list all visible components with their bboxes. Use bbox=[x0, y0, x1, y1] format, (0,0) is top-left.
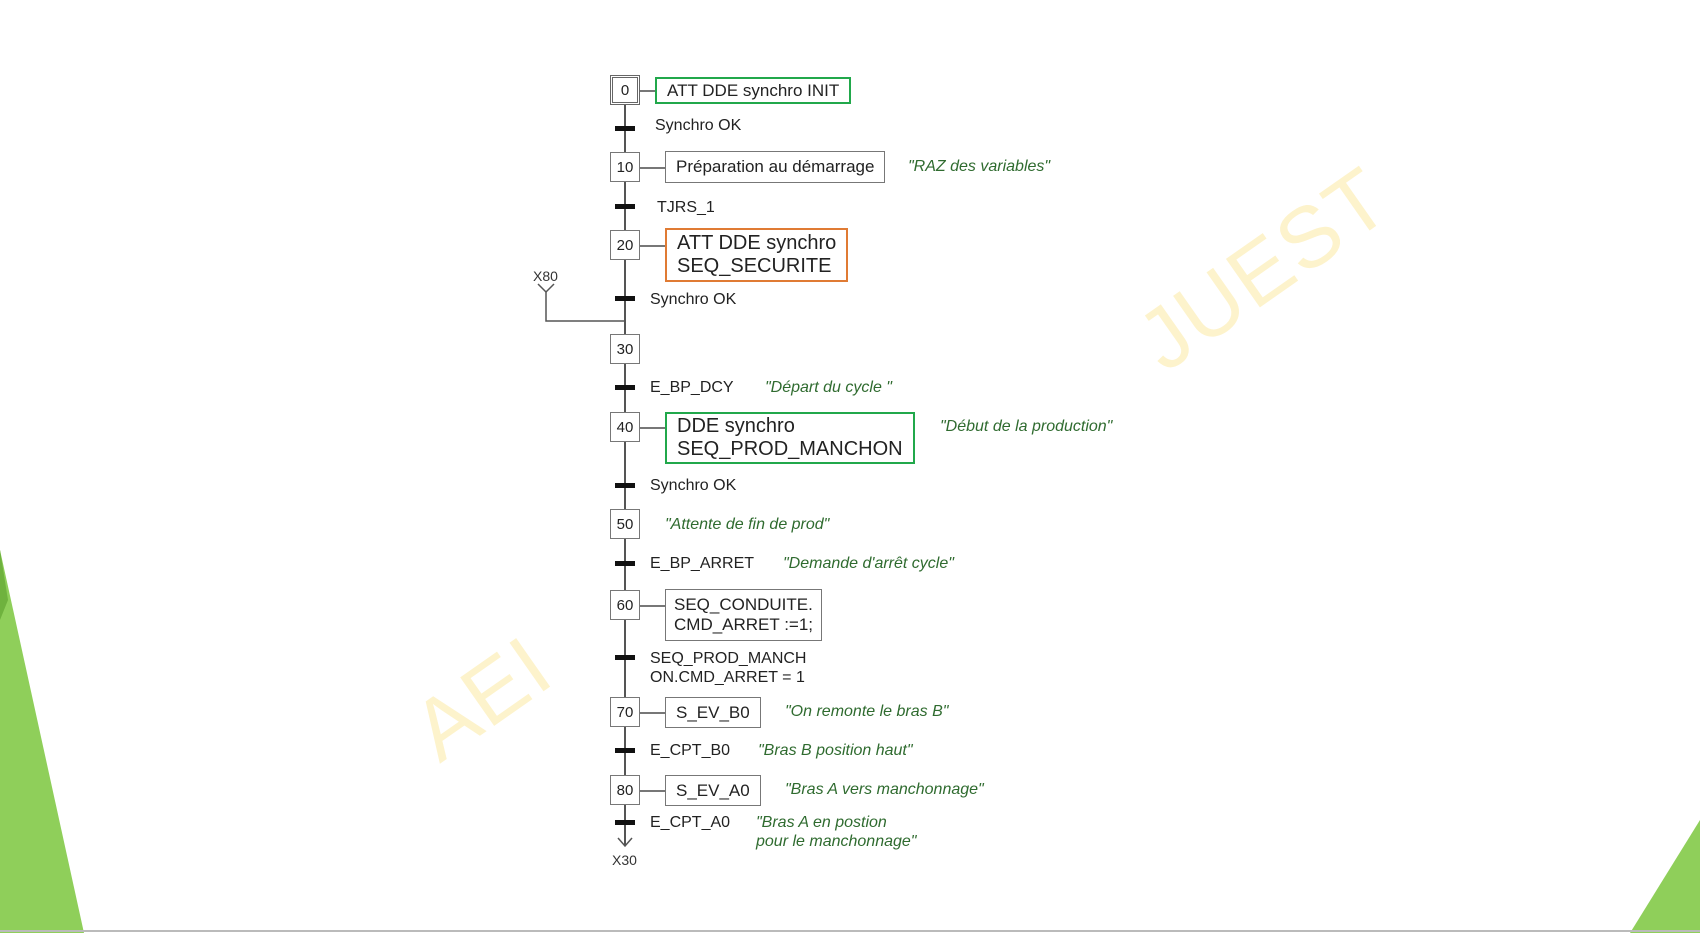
condition-30-40: E_BP_DCY bbox=[650, 379, 734, 396]
action-step-80 bbox=[665, 775, 761, 806]
condition-60-70-line-1: SEQ_PROD_MANCH bbox=[650, 650, 807, 667]
action-step-70 bbox=[665, 697, 761, 728]
jump-in-ref: X80 bbox=[533, 268, 558, 284]
comment-70-80: "Bras B position haut" bbox=[758, 742, 913, 759]
action-link-70 bbox=[640, 712, 665, 714]
jump-out-ref: X30 bbox=[612, 852, 637, 868]
step-80: 80 bbox=[610, 775, 640, 805]
right-green-triangle bbox=[1630, 820, 1700, 933]
action-link-80 bbox=[640, 790, 665, 792]
comment-step-40: "Début de la production" bbox=[940, 418, 1113, 435]
transition-50-60 bbox=[615, 561, 635, 566]
transition-40-50 bbox=[615, 483, 635, 488]
transition-10-20 bbox=[615, 204, 635, 209]
action-step-60 bbox=[665, 589, 822, 641]
step-70: 70 bbox=[610, 697, 640, 727]
action-step-20-line-2: SEQ_SECURITE bbox=[677, 255, 832, 277]
condition-40-50: Synchro OK bbox=[650, 477, 737, 494]
jump-arrow-icon bbox=[615, 836, 635, 850]
transition-0-1 bbox=[615, 126, 635, 131]
condition-0-1: Synchro OK bbox=[655, 117, 742, 134]
action-step-10-line-1: Préparation au démarrage bbox=[676, 157, 875, 176]
action-step-40-line-1: DDE synchro bbox=[677, 415, 795, 437]
action-step-10 bbox=[665, 151, 885, 183]
left-green-triangle bbox=[0, 550, 84, 933]
action-link-40 bbox=[640, 427, 665, 429]
comment-80-30-line-1: "Bras A en postion bbox=[756, 814, 887, 831]
comment-step-70: "On remonte le bras B" bbox=[785, 703, 949, 720]
action-step-0-line-1: ATT DDE synchro INIT bbox=[667, 80, 840, 100]
comment-50-60: "Demande d'arrêt cycle" bbox=[783, 555, 954, 572]
action-step-0 bbox=[655, 77, 851, 104]
comment-step-50: "Attente de fin de prod" bbox=[665, 516, 830, 533]
condition-50-60: E_BP_ARRET bbox=[650, 555, 755, 572]
condition-70-80: E_CPT_B0 bbox=[650, 742, 731, 759]
action-step-70-line-1: S_EV_B0 bbox=[676, 702, 750, 722]
step-20: 20 bbox=[610, 230, 640, 260]
grafcet-main-link bbox=[624, 85, 626, 845]
action-link-0 bbox=[640, 90, 655, 92]
step-40: 40 bbox=[610, 412, 640, 442]
action-step-60-line-2: CMD_ARRET :=1; bbox=[674, 615, 814, 634]
watermark-left: AEI bbox=[395, 617, 570, 780]
action-step-60-line-1: SEQ_CONDUITE. bbox=[674, 595, 813, 614]
comment-80-30-line-2: pour le manchonnage" bbox=[756, 833, 917, 850]
transition-70-80 bbox=[615, 748, 635, 753]
transition-20-30 bbox=[615, 296, 635, 301]
action-link-10 bbox=[640, 167, 665, 169]
condition-20-30: Synchro OK bbox=[650, 291, 737, 308]
transition-80-30 bbox=[615, 820, 635, 825]
action-step-80-line-1: S_EV_A0 bbox=[676, 780, 750, 800]
action-step-20-line-1: ATT DDE synchro bbox=[677, 232, 837, 254]
comment-step-10: "RAZ des variables" bbox=[908, 158, 1051, 175]
action-step-40-line-2: SEQ_PROD_MANCHON bbox=[677, 438, 903, 460]
transition-30-40 bbox=[615, 385, 635, 390]
comment-step-80: "Bras A vers manchonnage" bbox=[785, 781, 984, 798]
step-60: 60 bbox=[610, 590, 640, 620]
transition-60-70 bbox=[615, 655, 635, 660]
action-step-20 bbox=[665, 228, 848, 282]
step-30: 30 bbox=[610, 334, 640, 364]
condition-10-20: TJRS_1 bbox=[657, 199, 715, 216]
comment-30-40: "Départ du cycle " bbox=[765, 379, 892, 396]
condition-60-70-line-2: ON.CMD_ARRET = 1 bbox=[650, 669, 805, 686]
jump-in-branch bbox=[535, 280, 630, 325]
step-50: 50 bbox=[610, 509, 640, 539]
action-link-60 bbox=[640, 605, 665, 607]
action-link-20 bbox=[640, 245, 665, 247]
action-step-40 bbox=[665, 412, 915, 464]
step-10: 10 bbox=[610, 152, 640, 182]
step-0: 0 bbox=[610, 75, 640, 105]
condition-80-30: E_CPT_A0 bbox=[650, 814, 731, 831]
watermark-right: JUEST bbox=[1120, 148, 1407, 390]
